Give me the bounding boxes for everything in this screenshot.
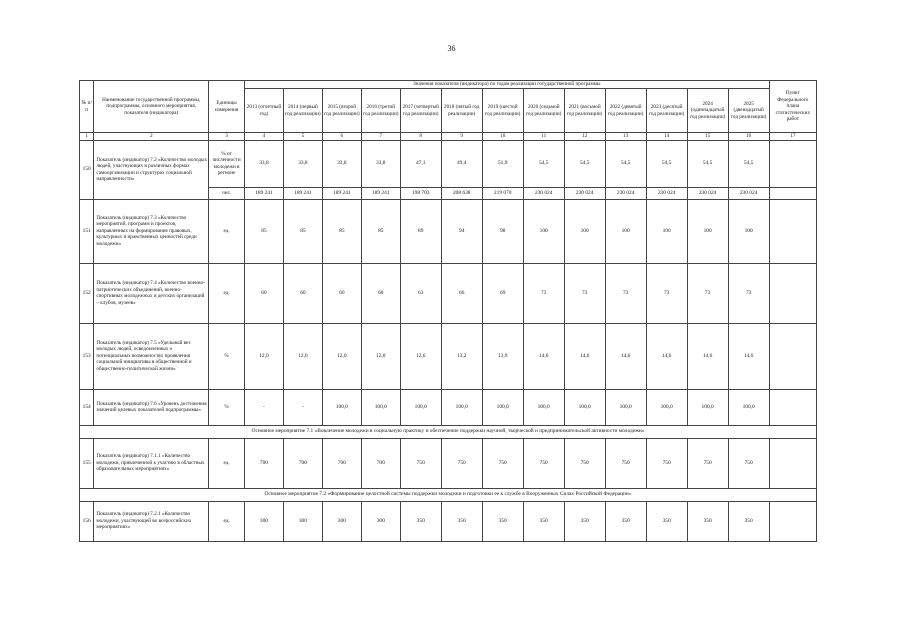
value-cell: 700 bbox=[322, 438, 361, 488]
value-cell: 54,5 bbox=[728, 140, 769, 187]
table-row bbox=[80, 501, 817, 541]
value-cell: 208 638 bbox=[441, 187, 482, 199]
value-cell: 300 bbox=[283, 501, 322, 541]
value-cell: 12,0 bbox=[322, 323, 361, 389]
value-cell: 100 bbox=[564, 199, 605, 263]
indicator-name: Показатель (индикатор) 7.6 «Уровень достижения значений целевых показателей подпрограммы» bbox=[94, 389, 209, 425]
value-cell: 300 bbox=[322, 501, 361, 541]
value-cell: 73 bbox=[605, 263, 646, 323]
header-unit: Единицы измерения bbox=[209, 81, 245, 133]
header-year-13: 2025 (двенадцатый год реализации) bbox=[728, 89, 769, 133]
column-number-12: 12 bbox=[564, 133, 605, 141]
value-cell: 750 bbox=[687, 438, 728, 488]
column-number-4: 4 bbox=[244, 133, 283, 141]
value-cell: 350 bbox=[728, 501, 769, 541]
section-title-7-1: Основное мероприятие 7.1 «Вовлечение молодежи в социальную практику и обеспечение поддержки научной, творческой и предпринимательской активности молодежи» bbox=[80, 425, 817, 438]
value-cell: 60 bbox=[361, 263, 400, 323]
header-year-11: 2023 (десятый год реализации) bbox=[646, 89, 687, 133]
section-title-7-2: Основное мероприятие 7.2 «Формирование целостной системы поддержки молодежи и подготовки ее к службе в Вооруженных Силах Российской Федерации» bbox=[80, 488, 817, 501]
plan-cell bbox=[769, 187, 816, 199]
unit-cell: чел. bbox=[209, 187, 245, 199]
section-title-7-1-row bbox=[80, 425, 817, 438]
value-cell: 60 bbox=[244, 263, 283, 323]
value-cell: 73 bbox=[687, 263, 728, 323]
header-year-4: 2016 (третий год реализации) bbox=[361, 89, 400, 133]
value-cell: 219 070 bbox=[482, 187, 523, 199]
column-number-8: 8 bbox=[400, 133, 441, 141]
row-number: 153 bbox=[80, 323, 94, 389]
value-cell: 94 bbox=[441, 199, 482, 263]
value-cell: 189 241 bbox=[244, 187, 283, 199]
indicators-table bbox=[79, 80, 817, 542]
row-number: 154 bbox=[80, 389, 94, 425]
value-cell: 66 bbox=[441, 263, 482, 323]
value-cell: 73 bbox=[646, 263, 687, 323]
plan-cell bbox=[769, 389, 816, 425]
column-number-16: 16 bbox=[728, 133, 769, 141]
value-cell: 85 bbox=[322, 199, 361, 263]
value-cell: 350 bbox=[564, 501, 605, 541]
value-cell: 69 bbox=[482, 263, 523, 323]
column-number-1: 1 bbox=[80, 133, 94, 141]
value-cell: 12,0 bbox=[244, 323, 283, 389]
value-cell: 100,0 bbox=[564, 389, 605, 425]
header-year-7: 2019 (шестой год реализации) bbox=[482, 89, 523, 133]
value-cell: 750 bbox=[523, 438, 564, 488]
indicator-name: Показатель (индикатор) 7.2.1 «Количество молодежи, участвующей во всероссийских мероприятиях» bbox=[94, 501, 209, 541]
value-cell: 350 bbox=[605, 501, 646, 541]
value-cell: 350 bbox=[400, 501, 441, 541]
value-cell: 100,0 bbox=[361, 389, 400, 425]
value-cell: 85 bbox=[283, 199, 322, 263]
value-cell: 350 bbox=[687, 501, 728, 541]
header-no: № п/п bbox=[80, 81, 94, 133]
row-number: 155 bbox=[80, 438, 94, 488]
header-year-2: 2014 (первый год реализации) bbox=[283, 89, 322, 133]
value-cell: 14,6 bbox=[687, 323, 728, 389]
value-cell: 60 bbox=[322, 263, 361, 323]
unit-cell: % от численности молодежи в регионе bbox=[209, 140, 245, 187]
value-cell: 33,8 bbox=[244, 140, 283, 187]
value-cell: 14,6 bbox=[523, 323, 564, 389]
value-cell: - bbox=[283, 389, 322, 425]
column-number-14: 14 bbox=[646, 133, 687, 141]
value-cell: 54,5 bbox=[646, 140, 687, 187]
header-plan: Пункт Федерального плана статистических работ bbox=[769, 81, 816, 133]
value-cell: 100,0 bbox=[400, 389, 441, 425]
value-cell: 350 bbox=[441, 501, 482, 541]
row-number: 156 bbox=[80, 501, 94, 541]
section-title-7-2-row bbox=[80, 488, 817, 501]
value-cell: 750 bbox=[400, 438, 441, 488]
header-year-10: 2022 (девятый год реализации) bbox=[605, 89, 646, 133]
unit-cell: ед. bbox=[209, 199, 245, 263]
value-cell: 73 bbox=[728, 263, 769, 323]
value-cell: 100 bbox=[523, 199, 564, 263]
column-number-6: 6 bbox=[322, 133, 361, 141]
column-number-7: 7 bbox=[361, 133, 400, 141]
column-number-5: 5 bbox=[283, 133, 322, 141]
value-cell: 230 024 bbox=[605, 187, 646, 199]
value-cell: 100 bbox=[646, 199, 687, 263]
plan-cell bbox=[769, 323, 816, 389]
value-cell: 47,1 bbox=[400, 140, 441, 187]
row-number: 151 bbox=[80, 199, 94, 263]
header-year-1: 2013 (отчетный год) bbox=[244, 89, 283, 133]
value-cell: 189 241 bbox=[283, 187, 322, 199]
plan-cell bbox=[769, 140, 816, 187]
value-cell: 12,6 bbox=[400, 323, 441, 389]
value-cell: 14,6 bbox=[646, 323, 687, 389]
value-cell: 85 bbox=[361, 199, 400, 263]
value-cell: 54,5 bbox=[605, 140, 646, 187]
value-cell: 700 bbox=[283, 438, 322, 488]
column-numbers-row bbox=[80, 133, 817, 141]
value-cell: 14,6 bbox=[605, 323, 646, 389]
value-cell: 33,8 bbox=[283, 140, 322, 187]
column-number-13: 13 bbox=[605, 133, 646, 141]
header-year-9: 2021 (восьмой год реализации) bbox=[564, 89, 605, 133]
value-cell: 300 bbox=[244, 501, 283, 541]
column-number-9: 9 bbox=[441, 133, 482, 141]
value-cell: 12,0 bbox=[283, 323, 322, 389]
table-row bbox=[80, 140, 817, 187]
indicator-name: Показатель (индикатор) 7.1.1 «Количество молодежи, привлеченной к участию в областных образовательных мероприятиях» bbox=[94, 438, 209, 488]
value-cell: 750 bbox=[728, 438, 769, 488]
value-cell: 100,0 bbox=[482, 389, 523, 425]
value-cell: 85 bbox=[244, 199, 283, 263]
value-cell: 750 bbox=[482, 438, 523, 488]
value-cell: 230 024 bbox=[687, 187, 728, 199]
column-number-11: 11 bbox=[523, 133, 564, 141]
value-cell: 750 bbox=[441, 438, 482, 488]
value-cell: 100 bbox=[605, 199, 646, 263]
header-values-title: Значения показателя (индикатора) по годам реализации государственной программы bbox=[244, 81, 769, 89]
plan-cell bbox=[769, 438, 816, 488]
value-cell: 189 241 bbox=[322, 187, 361, 199]
value-cell: 13,9 bbox=[482, 323, 523, 389]
value-cell: 230 024 bbox=[646, 187, 687, 199]
value-cell: 230 024 bbox=[728, 187, 769, 199]
page-number: 36 bbox=[447, 44, 456, 53]
value-cell: 100 bbox=[728, 199, 769, 263]
value-cell: 100,0 bbox=[523, 389, 564, 425]
header-year-5: 2017 (четвертый год реализации) bbox=[400, 89, 441, 133]
value-cell: 750 bbox=[564, 438, 605, 488]
value-cell: 73 bbox=[523, 263, 564, 323]
value-cell: 750 bbox=[646, 438, 687, 488]
indicator-name: Показатель (индикатор) 7.4 «Количество военно-патриотических объединений, военно-спортивных молодежных и детских организаций – клубов, музеев» bbox=[94, 263, 209, 323]
header-year-3: 2015 (второй год реализации) bbox=[322, 89, 361, 133]
indicator-name: Показатель (индикатор) 7.5 «Удельный вес молодых людей, осведомленных о потенциальных возможностях проявления социальной инициативы в общественной и общественно-политической жизни» bbox=[94, 323, 209, 389]
unit-cell: % bbox=[209, 323, 245, 389]
table-row bbox=[80, 323, 817, 389]
value-cell: 60 bbox=[283, 263, 322, 323]
value-cell: 350 bbox=[523, 501, 564, 541]
value-cell: 700 bbox=[361, 438, 400, 488]
value-cell: 230 024 bbox=[523, 187, 564, 199]
plan-cell bbox=[769, 263, 816, 323]
value-cell: 33,8 bbox=[361, 140, 400, 187]
table-row bbox=[80, 438, 817, 488]
value-cell: 100,0 bbox=[687, 389, 728, 425]
plan-cell bbox=[769, 501, 816, 541]
header-name: Наименование государственной программы, подпрограммы, основного мероприятия, показателя (индикатора) bbox=[94, 81, 209, 133]
unit-cell: ед. bbox=[209, 263, 245, 323]
value-cell: 350 bbox=[482, 501, 523, 541]
plan-cell bbox=[769, 199, 816, 263]
indicator-name: Показатель (индикатор) 7.3 «Количество мероприятий, программ и проектов, направленных на формирование правовых, культурных и нравственных ценностей среди молодежи» bbox=[94, 199, 209, 263]
value-cell: 89 bbox=[400, 199, 441, 263]
value-cell: 300 bbox=[361, 501, 400, 541]
value-cell: 700 bbox=[244, 438, 283, 488]
row-number: 152 bbox=[80, 263, 94, 323]
unit-cell: % bbox=[209, 389, 245, 425]
column-number-10: 10 bbox=[482, 133, 523, 141]
value-cell: 51,9 bbox=[482, 140, 523, 187]
value-cell: 100,0 bbox=[646, 389, 687, 425]
value-cell: 73 bbox=[564, 263, 605, 323]
value-cell: 33,8 bbox=[322, 140, 361, 187]
value-cell: 54,5 bbox=[564, 140, 605, 187]
value-cell: 230 024 bbox=[564, 187, 605, 199]
header-row-top bbox=[80, 81, 817, 89]
row-number: 150 bbox=[80, 140, 94, 199]
value-cell: 54,5 bbox=[523, 140, 564, 187]
value-cell: 100,0 bbox=[605, 389, 646, 425]
value-cell: 100,0 bbox=[441, 389, 482, 425]
column-number-3: 3 bbox=[209, 133, 245, 141]
value-cell: 100,0 bbox=[322, 389, 361, 425]
column-number-2: 2 bbox=[94, 133, 209, 141]
value-cell: 12,0 bbox=[361, 323, 400, 389]
value-cell: 14,6 bbox=[728, 323, 769, 389]
value-cell: 14,6 bbox=[564, 323, 605, 389]
value-cell: 750 bbox=[605, 438, 646, 488]
value-cell: 350 bbox=[646, 501, 687, 541]
column-number-17: 17 bbox=[769, 133, 816, 141]
value-cell: 13,2 bbox=[441, 323, 482, 389]
column-number-15: 15 bbox=[687, 133, 728, 141]
header-year-8: 2020 (седьмой год реализации) bbox=[523, 89, 564, 133]
value-cell: 100,0 bbox=[728, 389, 769, 425]
header-year-12: 2024 (одиннадцатый год реализации) bbox=[687, 89, 728, 133]
value-cell: 189 241 bbox=[361, 187, 400, 199]
unit-cell: ед. bbox=[209, 501, 245, 541]
value-cell: 63 bbox=[400, 263, 441, 323]
value-cell: 100 bbox=[687, 199, 728, 263]
table-row bbox=[80, 199, 817, 263]
value-cell: 54,5 bbox=[687, 140, 728, 187]
table-row bbox=[80, 263, 817, 323]
header-year-6: 2018 (пятый год реализации) bbox=[441, 89, 482, 133]
table-row bbox=[80, 389, 817, 425]
unit-cell: ед. bbox=[209, 438, 245, 488]
value-cell: - bbox=[244, 389, 283, 425]
value-cell: 198 703 bbox=[400, 187, 441, 199]
value-cell: 98 bbox=[482, 199, 523, 263]
value-cell: 49,4 bbox=[441, 140, 482, 187]
indicator-name: Показатель (индикатор) 7.2 «Количество молодых людей, участвующих в различных формах самоорганизации и структурах социальной направленности» bbox=[94, 140, 209, 199]
